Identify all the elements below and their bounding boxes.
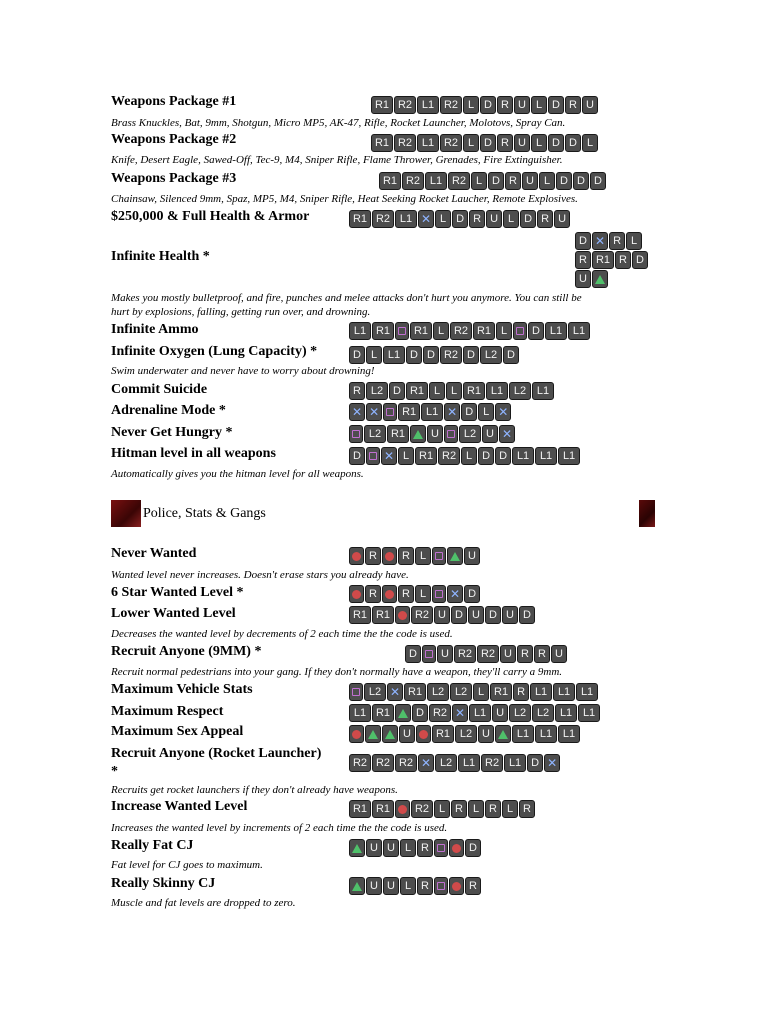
triangle-button-icon <box>349 839 365 857</box>
down-button-icon: D <box>528 322 544 340</box>
cheat-title: Weapons Package #2 <box>111 132 237 147</box>
left-button-icon: L <box>468 800 484 818</box>
right-button-icon: R <box>365 585 381 603</box>
cheat-description: hurt by explosions, falling, getting run over, and drowning. <box>111 306 371 318</box>
left-button-icon: L <box>433 322 449 340</box>
down-button-icon: D <box>565 134 581 152</box>
l2-button-icon: L2 <box>435 754 457 772</box>
r1-button-icon: R1 <box>592 251 614 269</box>
cheat-title: Recruit Anyone (9MM) * <box>111 644 262 659</box>
circle-button-icon <box>395 800 410 818</box>
l2-button-icon: L2 <box>509 704 531 722</box>
right-button-icon: R <box>417 839 433 857</box>
square-button-icon <box>434 877 448 895</box>
cheat-title: Infinite Ammo <box>111 322 199 337</box>
section-emblem-image <box>111 500 141 527</box>
cheat-title: Maximum Vehicle Stats <box>111 682 253 697</box>
button-combo <box>349 210 571 228</box>
up-button-icon: U <box>383 877 399 895</box>
right-button-icon: R <box>565 96 581 114</box>
button-combo <box>575 232 643 250</box>
l2-button-icon: L2 <box>427 683 449 701</box>
right-button-icon: R <box>365 547 381 565</box>
down-button-icon: D <box>480 96 496 114</box>
r1-button-icon: R1 <box>372 800 394 818</box>
down-button-icon: D <box>548 96 564 114</box>
l2-button-icon: L2 <box>364 683 386 701</box>
button-combo <box>349 800 536 818</box>
l1-button-icon: L1 <box>417 96 439 114</box>
cheat-title: 6 Star Wanted Level * <box>111 585 244 600</box>
cheat-description: Decreases the wanted level by decrements of 2 each time the the code is used. <box>111 628 453 640</box>
right-button-icon: R <box>398 547 414 565</box>
cross-button-icon: ✕ <box>418 210 434 228</box>
down-button-icon: D <box>451 606 467 624</box>
r1-button-icon: R1 <box>432 725 454 743</box>
up-button-icon: U <box>482 425 498 443</box>
l1-button-icon: L1 <box>535 725 557 743</box>
left-button-icon: L <box>446 382 462 400</box>
section-header <box>111 500 266 527</box>
left-button-icon: L <box>626 232 642 250</box>
down-button-icon: D <box>423 346 439 364</box>
r2-button-icon: R2 <box>440 346 462 364</box>
button-combo <box>349 447 581 465</box>
circle-button-icon <box>449 877 464 895</box>
r1-button-icon: R1 <box>372 704 394 722</box>
r1-button-icon: R1 <box>349 210 371 228</box>
square-button-icon <box>349 425 363 443</box>
r1-button-icon: R1 <box>473 322 495 340</box>
r2-button-icon: R2 <box>402 172 424 190</box>
right-button-icon: R <box>417 877 433 895</box>
right-button-icon: R <box>517 645 533 663</box>
triangle-button-icon <box>382 725 398 743</box>
down-button-icon: D <box>573 172 589 190</box>
down-button-icon: D <box>556 172 572 190</box>
up-button-icon: U <box>434 606 450 624</box>
left-button-icon: L <box>473 683 489 701</box>
r1-button-icon: R1 <box>349 800 371 818</box>
button-combo <box>349 547 481 565</box>
down-button-icon: D <box>632 251 648 269</box>
cheat-title: Lower Wanted Level <box>111 606 236 621</box>
triangle-button-icon <box>447 547 463 565</box>
l1-button-icon: L1 <box>512 725 534 743</box>
cheat-title: Maximum Respect <box>111 704 224 719</box>
cross-button-icon: ✕ <box>495 403 511 421</box>
button-combo <box>349 346 520 364</box>
down-button-icon: D <box>488 172 504 190</box>
cheat-title: Weapons Package #1 <box>111 94 237 109</box>
cheat-title: Hitman level in all weapons <box>111 446 276 461</box>
up-button-icon: U <box>502 606 518 624</box>
cheat-description: Muscle and fat levels are dropped to zero. <box>111 897 296 909</box>
r1-button-icon: R1 <box>398 403 420 421</box>
button-combo <box>349 382 555 400</box>
square-button-icon <box>432 547 446 565</box>
r1-button-icon: R1 <box>406 382 428 400</box>
l1-button-icon: L1 <box>512 447 534 465</box>
square-button-icon <box>422 645 436 663</box>
right-button-icon: R <box>615 251 631 269</box>
up-button-icon: U <box>514 134 530 152</box>
right-button-icon: R <box>575 251 591 269</box>
button-combo <box>349 403 512 421</box>
triangle-button-icon <box>592 270 608 288</box>
right-button-icon: R <box>513 683 529 701</box>
cheat-title: Really Skinny CJ <box>111 876 216 891</box>
l1-button-icon: L1 <box>545 322 567 340</box>
cross-button-icon: ✕ <box>381 447 397 465</box>
l1-button-icon: L1 <box>486 382 508 400</box>
r1-button-icon: R1 <box>371 96 393 114</box>
cheat-description: Knife, Desert Eagle, Sawed-Off, Tec-9, M4, Sniper Rifle, Flame Thrower, Grenades, Fire Extinguisher. <box>111 154 563 166</box>
down-button-icon: D <box>349 346 365 364</box>
down-button-icon: D <box>485 606 501 624</box>
left-button-icon: L <box>582 134 598 152</box>
l1-button-icon: L1 <box>535 447 557 465</box>
up-button-icon: U <box>500 645 516 663</box>
triangle-button-icon <box>495 725 511 743</box>
square-button-icon <box>513 322 527 340</box>
up-button-icon: U <box>486 210 502 228</box>
cross-button-icon: ✕ <box>544 754 560 772</box>
r1-button-icon: R1 <box>415 447 437 465</box>
button-combo <box>371 134 599 152</box>
up-button-icon: U <box>468 606 484 624</box>
left-button-icon: L <box>415 547 431 565</box>
square-button-icon <box>383 403 397 421</box>
right-button-icon: R <box>505 172 521 190</box>
right-button-icon: R <box>469 210 485 228</box>
l2-button-icon: L2 <box>459 425 481 443</box>
r2-button-icon: R2 <box>454 645 476 663</box>
left-button-icon: L <box>400 839 416 857</box>
cross-button-icon: ✕ <box>592 232 608 250</box>
cheat-description: Makes you mostly bulletproof, and fire, punches and melee attacks don't hurt you anymore. You can still be <box>111 292 582 304</box>
l1-button-icon: L1 <box>395 210 417 228</box>
square-button-icon <box>366 447 380 465</box>
up-button-icon: U <box>366 877 382 895</box>
left-button-icon: L <box>471 172 487 190</box>
left-button-icon: L <box>429 382 445 400</box>
r1-button-icon: R1 <box>410 322 432 340</box>
cross-button-icon: ✕ <box>349 403 365 421</box>
button-combo <box>349 839 482 857</box>
r1-button-icon: R1 <box>404 683 426 701</box>
l1-button-icon: L1 <box>555 704 577 722</box>
r2-button-icon: R2 <box>372 754 394 772</box>
circle-button-icon <box>349 725 364 743</box>
button-combo <box>349 754 561 772</box>
left-button-icon: L <box>398 447 414 465</box>
cheat-title: Never Get Hungry * <box>111 425 233 440</box>
cheat-description: Increases the wanted level by increments of 2 each time the the code is used. <box>111 822 448 834</box>
l1-button-icon: L1 <box>421 403 443 421</box>
cheat-description: Automatically gives you the hitman level for all weapons. <box>111 468 364 480</box>
down-button-icon: D <box>480 134 496 152</box>
cheat-title: Adrenaline Mode * <box>111 403 226 418</box>
triangle-button-icon <box>349 877 365 895</box>
r2-button-icon: R2 <box>411 606 433 624</box>
l2-button-icon: L2 <box>480 346 502 364</box>
r2-button-icon: R2 <box>440 134 462 152</box>
down-button-icon: D <box>452 210 468 228</box>
right-button-icon: R <box>349 382 365 400</box>
right-button-icon: R <box>497 134 513 152</box>
r1-button-icon: R1 <box>379 172 401 190</box>
l1-button-icon: L1 <box>558 725 580 743</box>
button-combo <box>575 251 649 269</box>
button-combo <box>349 725 581 743</box>
left-button-icon: L <box>435 210 451 228</box>
cheat-description: Brass Knuckles, Bat, 9mm, Shotgun, Micro MP5, AK-47, Rifle, Rocket Launcher, Molotovs, Spray Can. <box>111 117 566 129</box>
r1-button-icon: R1 <box>372 606 394 624</box>
down-button-icon: D <box>389 382 405 400</box>
r2-button-icon: R2 <box>481 754 503 772</box>
r2-button-icon: R2 <box>394 96 416 114</box>
cheat-title: $250,000 & Full Health & Armor <box>111 209 310 224</box>
cross-button-icon: ✕ <box>366 403 382 421</box>
up-button-icon: U <box>464 547 480 565</box>
circle-button-icon <box>382 547 397 565</box>
l1-button-icon: L1 <box>469 704 491 722</box>
cross-button-icon: ✕ <box>387 683 403 701</box>
up-button-icon: U <box>582 96 598 114</box>
button-combo <box>349 704 601 722</box>
down-button-icon: D <box>463 346 479 364</box>
cheat-title: Never Wanted <box>111 546 197 561</box>
l1-button-icon: L1 <box>383 346 405 364</box>
r2-button-icon: R2 <box>394 134 416 152</box>
button-combo <box>371 96 599 114</box>
up-button-icon: U <box>522 172 538 190</box>
left-button-icon: L <box>366 346 382 364</box>
cross-button-icon: ✕ <box>452 704 468 722</box>
left-button-icon: L <box>502 800 518 818</box>
down-button-icon: D <box>575 232 591 250</box>
left-button-icon: L <box>531 134 547 152</box>
down-button-icon: D <box>520 210 536 228</box>
square-button-icon <box>349 683 363 701</box>
down-button-icon: D <box>548 134 564 152</box>
right-button-icon: R <box>537 210 553 228</box>
cheat-title: Weapons Package #3 <box>111 171 237 186</box>
left-button-icon: L <box>463 96 479 114</box>
down-button-icon: D <box>405 645 421 663</box>
r2-button-icon: R2 <box>438 447 460 465</box>
left-button-icon: L <box>539 172 555 190</box>
up-button-icon: U <box>399 725 415 743</box>
down-button-icon: D <box>349 447 365 465</box>
r2-button-icon: R2 <box>448 172 470 190</box>
right-button-icon: R <box>534 645 550 663</box>
left-button-icon: L <box>478 403 494 421</box>
r1-button-icon: R1 <box>490 683 512 701</box>
square-button-icon <box>432 585 446 603</box>
down-button-icon: D <box>465 839 481 857</box>
cheat-title: Maximum Sex Appeal <box>111 724 244 739</box>
r2-button-icon: R2 <box>349 754 371 772</box>
button-combo <box>349 683 599 701</box>
cross-button-icon: ✕ <box>418 754 434 772</box>
up-button-icon: U <box>478 725 494 743</box>
r2-button-icon: R2 <box>372 210 394 228</box>
button-combo <box>575 270 609 288</box>
circle-button-icon <box>416 725 431 743</box>
cross-button-icon: ✕ <box>444 403 460 421</box>
left-button-icon: L <box>463 134 479 152</box>
r2-button-icon: R2 <box>395 754 417 772</box>
button-combo <box>349 877 482 895</box>
l2-button-icon: L2 <box>455 725 477 743</box>
r1-button-icon: R1 <box>372 322 394 340</box>
right-button-icon: R <box>497 96 513 114</box>
cheat-description: Swim underwater and never have to worry about drowning! <box>111 365 375 377</box>
l1-button-icon: L1 <box>504 754 526 772</box>
cheat-title: Infinite Oxygen (Lung Capacity) * <box>111 344 318 359</box>
circle-button-icon <box>349 547 364 565</box>
cheat-title: Really Fat CJ <box>111 838 194 853</box>
l1-button-icon: L1 <box>349 704 371 722</box>
cheat-title-cont: * <box>111 764 118 779</box>
left-button-icon: L <box>496 322 512 340</box>
down-button-icon: D <box>519 606 535 624</box>
section-emblem-image-right <box>639 500 655 527</box>
r1-button-icon: R1 <box>387 425 409 443</box>
down-button-icon: D <box>406 346 422 364</box>
left-button-icon: L <box>434 800 450 818</box>
l2-button-icon: L2 <box>364 425 386 443</box>
left-button-icon: L <box>531 96 547 114</box>
circle-button-icon <box>395 606 410 624</box>
triangle-button-icon <box>410 425 426 443</box>
r2-button-icon: R2 <box>477 645 499 663</box>
up-button-icon: U <box>492 704 508 722</box>
r1-button-icon: R1 <box>463 382 485 400</box>
right-button-icon: R <box>609 232 625 250</box>
l1-button-icon: L1 <box>532 382 554 400</box>
down-button-icon: D <box>412 704 428 722</box>
circle-button-icon <box>382 585 397 603</box>
l1-button-icon: L1 <box>576 683 598 701</box>
button-combo <box>379 172 607 190</box>
left-button-icon: L <box>461 447 477 465</box>
l1-button-icon: L1 <box>425 172 447 190</box>
l2-button-icon: L2 <box>366 382 388 400</box>
l2-button-icon: L2 <box>450 683 472 701</box>
button-combo <box>349 585 481 603</box>
r1-button-icon: R1 <box>371 134 393 152</box>
cross-button-icon: ✕ <box>447 585 463 603</box>
up-button-icon: U <box>514 96 530 114</box>
triangle-button-icon <box>395 704 411 722</box>
section-title: Police, Stats & Gangs <box>143 505 266 521</box>
down-button-icon: D <box>478 447 494 465</box>
button-combo <box>405 645 568 663</box>
r2-button-icon: R2 <box>450 322 472 340</box>
cheat-description: Fat level for CJ goes to maximum. <box>111 859 263 871</box>
right-button-icon: R <box>519 800 535 818</box>
cheat-title: Commit Suicide <box>111 382 208 397</box>
l1-button-icon: L1 <box>458 754 480 772</box>
button-combo <box>349 606 536 624</box>
button-combo <box>349 425 516 443</box>
down-button-icon: D <box>464 585 480 603</box>
down-button-icon: D <box>503 346 519 364</box>
r2-button-icon: R2 <box>411 800 433 818</box>
right-button-icon: R <box>398 585 414 603</box>
left-button-icon: L <box>400 877 416 895</box>
up-button-icon: U <box>437 645 453 663</box>
r2-button-icon: R2 <box>440 96 462 114</box>
left-button-icon: L <box>415 585 431 603</box>
triangle-button-icon <box>365 725 381 743</box>
cheat-title: Infinite Health * <box>111 249 210 264</box>
down-button-icon: D <box>461 403 477 421</box>
r2-button-icon: R2 <box>429 704 451 722</box>
cheat-description: Chainsaw, Silenced 9mm, Spaz, MP5, M4, Sniper Rifle, Heat Seeking Rocket Laucher, Remote Explosives. <box>111 193 578 205</box>
cheat-title: Recruit Anyone (Rocket Launcher) <box>111 746 322 761</box>
left-button-icon: L <box>503 210 519 228</box>
cheat-description: Recruit normal pedestrians into your gang. If they don't normally have a weapon, they'll carry a 9mm. <box>111 666 563 678</box>
l1-button-icon: L1 <box>530 683 552 701</box>
cheat-title: Increase Wanted Level <box>111 799 248 814</box>
l1-button-icon: L1 <box>578 704 600 722</box>
up-button-icon: U <box>575 270 591 288</box>
l2-button-icon: L2 <box>509 382 531 400</box>
l1-button-icon: L1 <box>553 683 575 701</box>
circle-button-icon <box>449 839 464 857</box>
right-button-icon: R <box>485 800 501 818</box>
cross-button-icon: ✕ <box>499 425 515 443</box>
square-button-icon <box>395 322 409 340</box>
right-button-icon: R <box>451 800 467 818</box>
up-button-icon: U <box>383 839 399 857</box>
down-button-icon: D <box>590 172 606 190</box>
up-button-icon: U <box>427 425 443 443</box>
down-button-icon: D <box>495 447 511 465</box>
l2-button-icon: L2 <box>532 704 554 722</box>
right-button-icon: R <box>465 877 481 895</box>
square-button-icon <box>434 839 448 857</box>
up-button-icon: U <box>366 839 382 857</box>
button-combo <box>349 322 591 340</box>
l1-button-icon: L1 <box>417 134 439 152</box>
square-button-icon <box>444 425 458 443</box>
cheat-description: Wanted level never increases. Doesn't erase stars you already have. <box>111 569 409 581</box>
cheat-description: Recruits get rocket launchers if they don't already have weapons. <box>111 784 398 796</box>
l1-button-icon: L1 <box>568 322 590 340</box>
down-button-icon: D <box>527 754 543 772</box>
l1-button-icon: L1 <box>558 447 580 465</box>
l1-button-icon: L1 <box>349 322 371 340</box>
r1-button-icon: R1 <box>349 606 371 624</box>
circle-button-icon <box>349 585 364 603</box>
up-button-icon: U <box>554 210 570 228</box>
up-button-icon: U <box>551 645 567 663</box>
